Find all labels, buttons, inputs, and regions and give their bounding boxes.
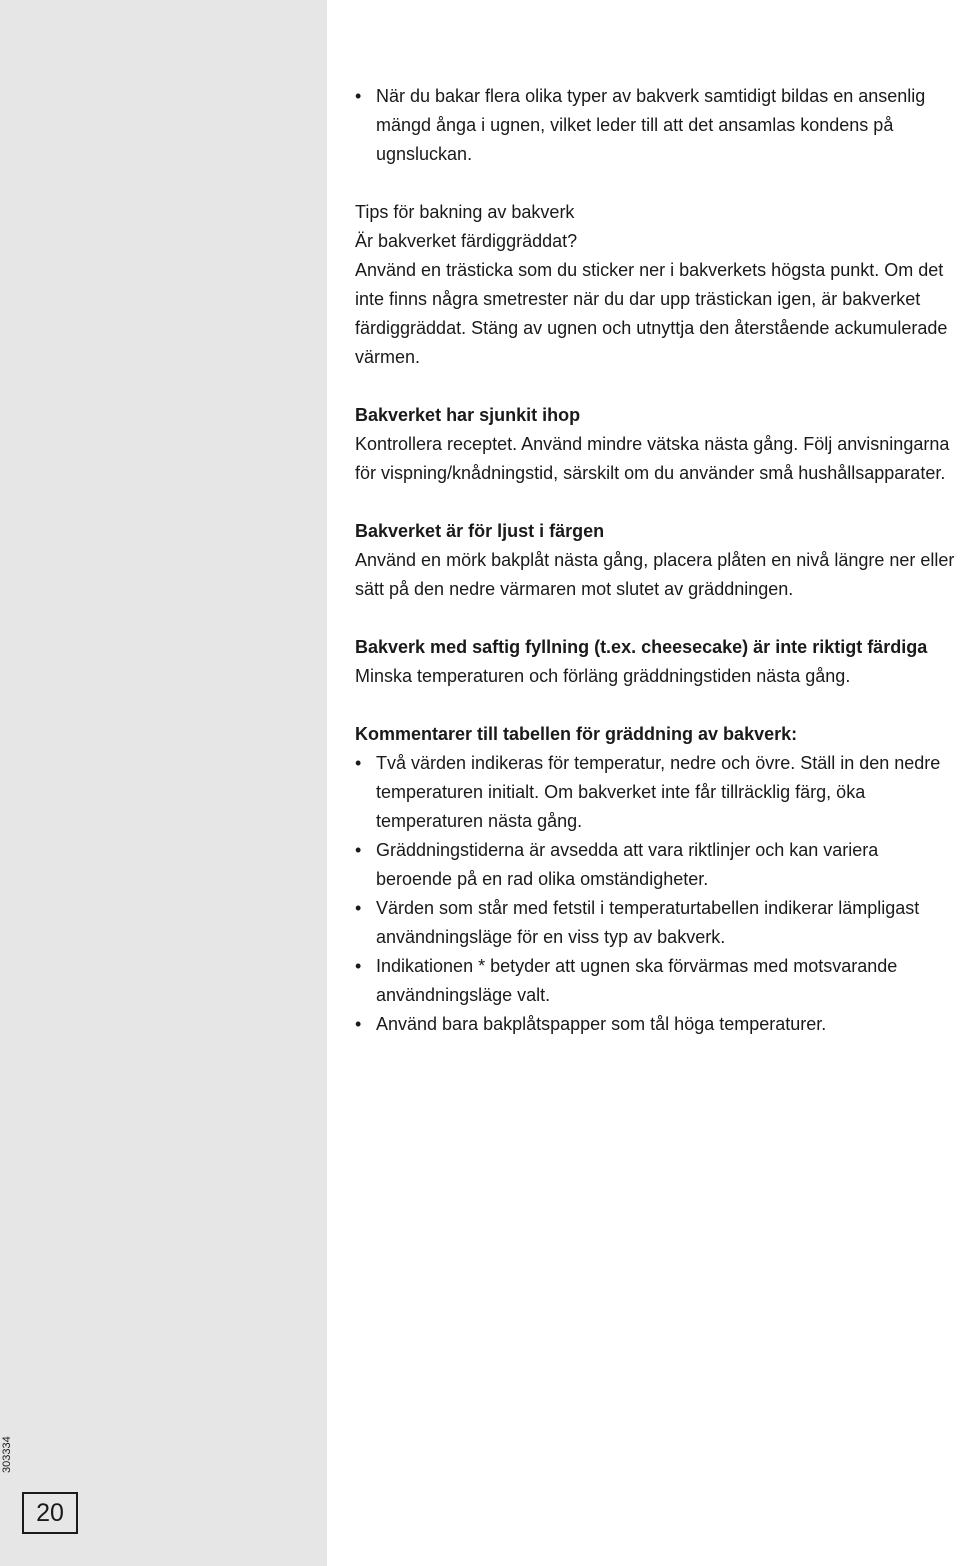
page-number: 20 — [22, 1492, 78, 1534]
bullet-icon: • — [355, 898, 362, 918]
light-title: Bakverket är för ljust i färgen — [355, 521, 605, 541]
bullet-icon: • — [355, 1014, 362, 1034]
list-item — [355, 82, 955, 169]
comment-text: Två värden indikeras för temperatur, nedre och övre. Ställ in den nedre temperaturen initialt. Om bakverket inte får tillräcklig färg, öka temperaturen nästa gång. — [376, 753, 941, 831]
list-item — [355, 952, 955, 1010]
bullet-icon: • — [355, 86, 362, 106]
bullet-icon: • — [355, 840, 362, 860]
tips-subtitle: Är bakverket färdiggräddat? — [355, 231, 578, 251]
list-item — [355, 749, 955, 836]
intro-list — [355, 82, 955, 169]
list-item — [355, 836, 955, 894]
filling-title: Bakverk med saftig fyllning (t.ex. cheesecake) är inte riktigt färdiga — [355, 637, 928, 657]
comment-text: Använd bara bakplåtspapper som tål höga temperaturer. — [376, 1014, 827, 1034]
bullet-icon: • — [355, 753, 362, 773]
list-item — [355, 1010, 955, 1039]
sunk-title: Bakverket har sjunkit ihop — [355, 405, 581, 425]
bullet-icon: • — [355, 956, 362, 976]
document-code: 303334 — [1, 1436, 13, 1473]
list-item — [355, 894, 955, 952]
comment-text: Gräddningstiderna är avsedda att vara riktlinjer och kan variera beroende på en rad olika omständigheter. — [376, 840, 879, 889]
sunk-text: Kontrollera receptet. Använd mindre vätska nästa gång. Följ anvisningarna för vispning/knådningstid, särskilt om du använder små hushållsapparater. — [355, 434, 950, 483]
comments-title: Kommentarer till tabellen för gräddning av bakverk: — [355, 724, 798, 744]
tips-title: Tips för bakning av bakverk — [355, 202, 575, 222]
intro-bullet-text: När du bakar flera olika typer av bakverk samtidigt bildas en ansenlig mängd ånga i ugnen, vilket leder till att det ansamlas kondens på ugnsluckan. — [376, 86, 926, 164]
comment-text: Indikationen * betyder att ugnen ska förvärmas med motsvarande användningsläge valt. — [376, 956, 898, 1005]
comment-text: Värden som står med fetstil i temperaturtabellen indikerar lämpligast användningsläge för en viss typ av bakverk. — [376, 898, 920, 947]
sidebar — [0, 0, 327, 1566]
comments-list — [355, 749, 955, 1039]
light-text: Använd en mörk bakplåt nästa gång, placera plåten en nivå längre ner eller sätt på den nedre värmaren mot slutet av gräddningen. — [355, 550, 955, 599]
main-content — [355, 82, 955, 1039]
tips-text: Använd en trästicka som du sticker ner i bakverkets högsta punkt. Om det inte finns några smetrester när du dar upp trästickan igen, är bakverket färdiggräddat. Stäng av ugnen och utnyttja den återstående ackumulerade värmen. — [355, 260, 948, 367]
filling-text: Minska temperaturen och förläng gräddningstiden nästa gång. — [355, 666, 851, 686]
